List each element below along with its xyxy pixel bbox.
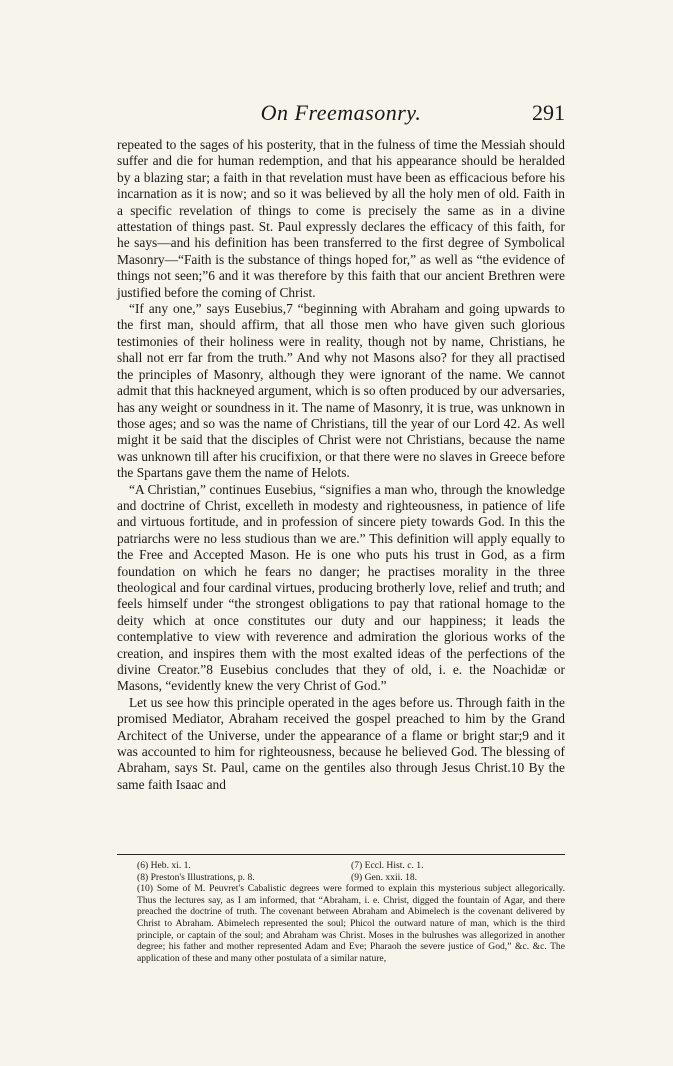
page-header (117, 100, 565, 128)
footnote-9: (9) Gen. xxii. 18. (351, 871, 418, 883)
footnotes (117, 860, 565, 964)
footnote-10: (10) Some of M. Peuvret's Cabalistic degrees were formed to explain this mysterious subject allegorically. Thus the lectures say, as I am informed, that “Abraham, i. e. Christ, digged the fountain of Agar, and there preached the doctrine of truth. The covenant between Abraham and Abimelech is the covenant delivered by Christ to Abraham. Abimelech represented the soul; Phicol the outward nature of man, which is the third principle, or captain of the soul; and Abraham was Christ. Moses in the bulrushes was allegorized in another degree; his father and mother represented Adam and Eve; Pharaoh the severe justice of God,” &c. &c. The application of these and many other postulata of a similar nature, (137, 883, 565, 964)
footnote-8: (8) Preston's Illustrations, p. 8. (137, 871, 255, 883)
running-title: On Freemasonry. (260, 100, 422, 125)
footnote-row (117, 872, 565, 884)
paragraph-1: repeated to the sages of his posterity, that in the fulness of time the Messiah should suffer and die for human redemption, and that his appearance should be heralded by a blazing star; a faith in that revelation must have been as efficacious before his incarnation as it is now; and so it was believed by all the holy men of old. Faith in a specific revelation of things to come is precisely the same as in a divine attestation of things past. St. Paul expressly declares the efficacy of this faith, for he says—and his definition has been transferred to the first degree of Symbolical Masonry—“Faith is the substance of things hoped for,” as well as “the evidence of things not seen;”6 and it was therefore by this faith that our ancient Brethren were justified before the coming of Christ. (117, 137, 565, 300)
footnote-7: (7) Eccl. Hist. c. 1. (351, 860, 424, 871)
footnote-row (117, 860, 565, 872)
footnote-6: (6) Heb. xi. 1. (137, 860, 191, 871)
body-text (117, 137, 565, 793)
paragraph-2: “If any one,” says Eusebius,7 “beginning with Abraham and going upwards to the first man, should affirm, that all those men who have given such glorious testimonies of their holiness were in reality, though not by name, Christians, he shall not err far from the truth.” And why not Masons also? for they all practised the principles of Masonry, although they were ignorant of the name. We cannot admit that this hackneyed argument, which is so often produced by our adversaries, has any weight or soundness in it. The name of Masonry, it is true, was unknown in those ages; and so was the name of Christians, till the year of our Lord 42. As well might it be said that the disciples of Christ were not Christians, because the name was unknown till after his crucifixion, or that there were no slaves in Greece before the Spartans gave them the name of Helots. (117, 301, 565, 481)
page-number: 291 (532, 100, 565, 125)
paragraph-4: Let us see how this principle operated in the ages before us. Through faith in the promised Mediator, Abraham received the gospel preached to him by the Grand Architect of the Universe, under the appearance of a flame or bright star;9 and it was accounted to him for righteousness, because he believed God. The blessing of Abraham, says St. Paul, came on the gentiles also through Jesus Christ.10 By the same faith Isaac and (117, 694, 565, 792)
footnote-divider (117, 854, 565, 855)
paragraph-3: “A Christian,” continues Eusebius, “signifies a man who, through the knowledge and doctrine of Christ, excelleth in modesty and righteousness, in patience of life and virtuous fortitude, and in profession of sincere piety towards God. In this the patriarchs were no less studious than we are.” This definition will apply equally to the Free and Accepted Mason. He is one who puts his trust in God, as a firm foundation on which he fears no danger; he practises morality in the three theological and four cardinal virtues, producing brotherly love, relief and truth; and feels himself under “the strongest obligations to pay that rational homage to the deity which at once constitutes our duty and our happiness; it leads the contemplative to view with reverence and admiration the glorious works of the creation, and inspires them with the most exalted ideas of the perfections of the divine Creator.”8 Eusebius concludes that they of old, i. e. the Noachidæ or Masons, “evidently knew the very Christ of God.” (117, 481, 565, 694)
